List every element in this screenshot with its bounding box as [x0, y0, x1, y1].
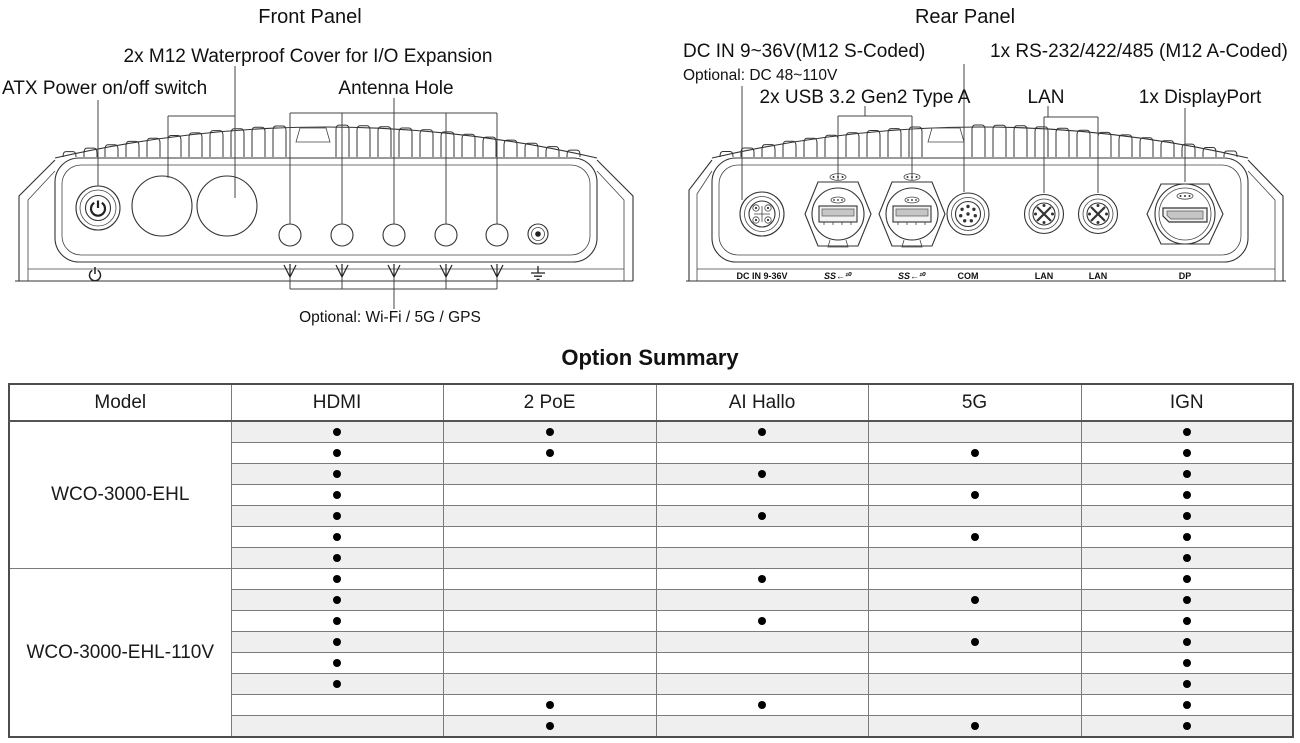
option-cell: [443, 569, 656, 590]
rear-callout-lines: [742, 64, 1185, 200]
bullet-dot: [971, 491, 979, 499]
ground-screw: [528, 224, 548, 244]
option-cell: [231, 527, 443, 548]
option-summary-table: [8, 383, 1294, 738]
option-cell: [1081, 632, 1293, 653]
table-row: [9, 421, 1293, 443]
bullet-dot: [1183, 512, 1191, 520]
lan-port-2: [1079, 195, 1118, 234]
col-header-ign: IGN: [1081, 384, 1293, 421]
option-cell: [1081, 590, 1293, 611]
option-cell: [231, 653, 443, 674]
usb-port-1: [805, 174, 871, 247]
option-cell: [656, 569, 868, 590]
option-cell: [231, 590, 443, 611]
option-cell: [868, 527, 1081, 548]
option-cell: [656, 548, 868, 569]
option-cell: [443, 527, 656, 548]
bullet-dot: [758, 701, 766, 709]
bullet-dot: [1183, 680, 1191, 688]
option-cell: [656, 464, 868, 485]
option-cell: [231, 485, 443, 506]
rear-panel-device: [683, 6, 1288, 281]
option-cell: [231, 421, 443, 443]
front-fin-gap-tab: [296, 128, 330, 142]
option-cell: [656, 695, 868, 716]
bullet-dot: [758, 428, 766, 436]
option-cell: [1081, 548, 1293, 569]
rear-label-dp: 1x DisplayPort: [1138, 87, 1262, 108]
bullet-dot: [333, 575, 341, 583]
option-cell: [868, 485, 1081, 506]
port-label-lan-2: LAN: [1088, 271, 1108, 281]
option-summary-title: Option Summary: [561, 345, 739, 370]
option-cell: [868, 632, 1081, 653]
option-cell: [868, 674, 1081, 695]
bullet-dot: [333, 533, 341, 541]
option-cell: [231, 611, 443, 632]
bullet-dot: [971, 449, 979, 457]
port-label-dc: DC IN 9-36V: [736, 271, 788, 281]
com-port: [947, 193, 989, 235]
option-cell: [656, 485, 868, 506]
rear-panel-title: Rear Panel: [914, 6, 1016, 28]
displayport-port: [1147, 184, 1223, 244]
bullet-dot: [333, 617, 341, 625]
option-cell: [231, 548, 443, 569]
option-cell: [868, 569, 1081, 590]
rear-top-arc: [712, 127, 1248, 158]
col-header-hdmi: HDMI: [231, 384, 443, 421]
front-label-atx: ATX Power on/off switch: [2, 78, 208, 99]
front-panel-title: Front Panel: [258, 6, 362, 28]
power-button: [76, 186, 120, 230]
option-cell: [868, 695, 1081, 716]
option-cell: [1081, 421, 1293, 443]
option-cell: [443, 674, 656, 695]
option-cell: [1081, 464, 1293, 485]
option-cell: [656, 443, 868, 464]
port-label-dp: DP: [1178, 271, 1192, 281]
option-cell: [231, 716, 443, 738]
option-cell: [231, 443, 443, 464]
option-cell: [443, 653, 656, 674]
front-top-arc: [55, 127, 597, 158]
front-label-antenna: Antenna Hole: [338, 78, 454, 99]
option-cell: [1081, 611, 1293, 632]
option-cell: [656, 632, 868, 653]
front-left-wing: [19, 160, 55, 281]
model-name: WCO-3000-EHL: [9, 421, 231, 569]
option-cell: [868, 421, 1081, 443]
bullet-dot: [1183, 470, 1191, 478]
port-label-lan-1: LAN: [1034, 271, 1054, 281]
bullet-dot: [1183, 701, 1191, 709]
option-cell: [656, 590, 868, 611]
option-cell: [443, 611, 656, 632]
bullet-dot: [971, 722, 979, 730]
option-cell: [231, 674, 443, 695]
bullet-dot: [1183, 617, 1191, 625]
table-header-row: [9, 384, 1293, 421]
option-cell: [868, 653, 1081, 674]
bullet-dot: [971, 596, 979, 604]
bullet-dot: [1183, 722, 1191, 730]
bullet-dot: [333, 491, 341, 499]
front-panel-device: [2, 6, 633, 326]
bullet-dot: [1183, 491, 1191, 499]
antenna-hole-2: [331, 224, 353, 246]
antenna-hole-4: [435, 224, 457, 246]
front-callout-lines: [98, 66, 497, 309]
m12-cover-2: [197, 176, 257, 236]
option-cell: [656, 674, 868, 695]
option-cell: [1081, 485, 1293, 506]
bullet-dot: [333, 428, 341, 436]
rear-right-wing-inner: [1248, 171, 1275, 281]
option-cell: [868, 548, 1081, 569]
dc-in-port: [740, 192, 784, 236]
option-cell: [231, 464, 443, 485]
option-cell: [656, 716, 868, 738]
model-name: WCO-3000-EHL-110V: [9, 569, 231, 738]
bullet-dot: [333, 596, 341, 604]
option-cell: [443, 632, 656, 653]
option-cell: [656, 506, 868, 527]
rear-left-wing-inner: [697, 171, 712, 281]
rear-right-wing: [1248, 160, 1283, 281]
front-label-m12: 2x M12 Waterproof Cover for I/O Expansion: [123, 46, 493, 67]
option-cell: [1081, 506, 1293, 527]
rear-left-wing: [689, 160, 712, 281]
antenna-hole-1: [279, 224, 301, 246]
bullet-dot: [546, 449, 554, 457]
option-cell: [231, 569, 443, 590]
rear-label-usb: 2x USB 3.2 Gen2 Type A: [759, 87, 971, 108]
bullet-dot: [1183, 596, 1191, 604]
col-header-ai-hallo: AI Hallo: [656, 384, 868, 421]
option-cell: [443, 421, 656, 443]
option-cell: [1081, 716, 1293, 738]
bullet-dot: [971, 638, 979, 646]
antenna-hole-5: [486, 224, 508, 246]
panel-diagrams: [0, 0, 1300, 345]
rear-label-dc-in: DC IN 9~36V(M12 S-Coded): [683, 41, 926, 62]
bullet-dot: [758, 470, 766, 478]
bullet-dot: [546, 722, 554, 730]
bullet-dot: [333, 554, 341, 562]
option-cell: [443, 443, 656, 464]
option-cell: [1081, 527, 1293, 548]
bullet-dot: [333, 449, 341, 457]
bullet-dot: [333, 659, 341, 667]
bullet-dot: [1183, 575, 1191, 583]
option-cell: [443, 464, 656, 485]
option-cell: [231, 632, 443, 653]
bullet-dot: [758, 575, 766, 583]
bullet-dot: [1183, 449, 1191, 457]
col-header-2poe: 2 PoE: [443, 384, 656, 421]
option-cell: [656, 653, 868, 674]
option-cell: [868, 611, 1081, 632]
power-icon: [91, 201, 105, 216]
rear-label-lan: LAN: [1027, 87, 1065, 108]
option-cell: [656, 527, 868, 548]
port-label-com: COM: [957, 271, 979, 281]
bullet-dot: [758, 512, 766, 520]
option-cell: [443, 506, 656, 527]
option-cell: [1081, 443, 1293, 464]
usb-port-2: [879, 174, 945, 247]
option-cell: [443, 548, 656, 569]
bullet-dot: [546, 428, 554, 436]
ground-symbol-icon: [531, 266, 545, 279]
option-cell: [443, 590, 656, 611]
bullet-dot: [1183, 533, 1191, 541]
option-cell: [656, 421, 868, 443]
front-right-wing-inner: [597, 171, 624, 281]
front-face-inner: [62, 165, 590, 255]
bullet-dot: [546, 701, 554, 709]
bullet-dot: [333, 680, 341, 688]
front-face-outer: [55, 158, 597, 262]
port-label-usb-1: SS←¹⁰: [824, 271, 852, 281]
m12-cover-1: [132, 176, 192, 236]
bullet-dot: [333, 638, 341, 646]
option-cell: [443, 716, 656, 738]
col-header-5g: 5G: [868, 384, 1081, 421]
rear-fin-gap-tab: [928, 128, 964, 142]
bullet-dot: [333, 512, 341, 520]
bullet-dot: [971, 533, 979, 541]
bullet-dot: [1183, 638, 1191, 646]
bullet-dot: [758, 617, 766, 625]
bullet-dot: [333, 470, 341, 478]
front-right-wing: [597, 160, 633, 281]
option-cell: [1081, 695, 1293, 716]
option-cell: [231, 506, 443, 527]
front-label-optional-wifi: Optional: Wi-Fi / 5G / GPS: [299, 309, 481, 326]
rear-label-dc-optional: Optional: DC 48~110V: [683, 67, 838, 84]
lan-port-1: [1025, 195, 1064, 234]
option-cell: [868, 590, 1081, 611]
option-cell: [1081, 674, 1293, 695]
col-header-model: Model: [9, 384, 231, 421]
table-row: [9, 569, 1293, 590]
rear-label-rs232: 1x RS-232/422/485 (M12 A-Coded): [990, 41, 1288, 62]
port-label-usb-2: SS←¹⁰: [898, 271, 926, 281]
bullet-dot: [1183, 554, 1191, 562]
option-cell: [656, 611, 868, 632]
bullet-dot: [1183, 659, 1191, 667]
option-cell: [1081, 569, 1293, 590]
antenna-hole-3: [383, 224, 405, 246]
option-cell: [868, 443, 1081, 464]
front-left-wing-inner: [28, 171, 55, 281]
option-cell: [868, 716, 1081, 738]
option-cell: [443, 695, 656, 716]
option-cell: [868, 506, 1081, 527]
option-cell: [231, 695, 443, 716]
bullet-dot: [1183, 428, 1191, 436]
option-cell: [1081, 653, 1293, 674]
option-cell: [868, 464, 1081, 485]
antenna-symbol-icons: [284, 264, 503, 277]
option-cell: [443, 485, 656, 506]
